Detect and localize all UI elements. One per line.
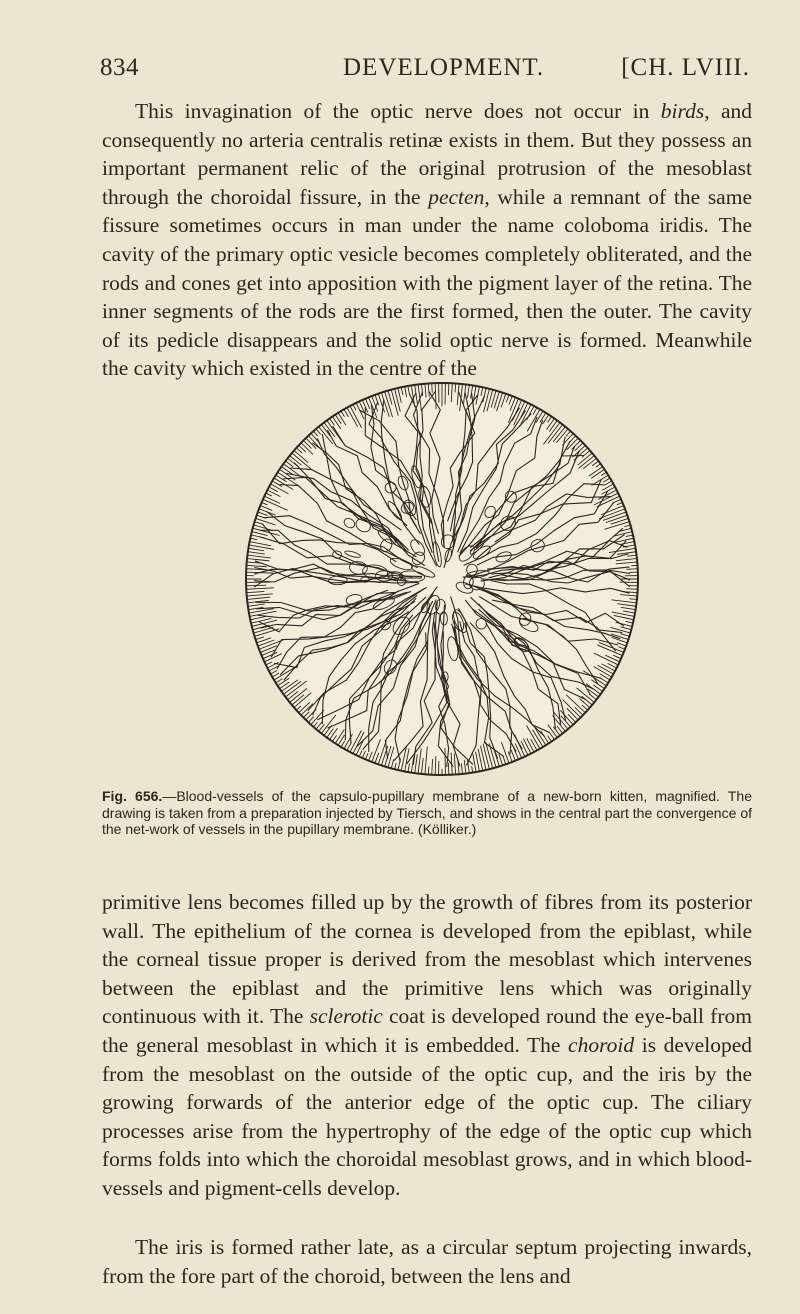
text-run: primitive lens becomes filled up by the growth of fibres from its posterior wall. The epithelium of the cornea is developed from the epiblast, while the corneal tissue proper is derived from the mesoblast which intervenes between the epiblast and the primitive lens which was originally continuous with it. The bbox=[102, 890, 752, 1029]
italic-term-choroid: choroid bbox=[568, 1032, 635, 1057]
text-run: , and consequently no arteria centralis retinæ exists in them. But they possess an important permanent relic of the original protrusion of the mesoblast through the choroidal fissure, in the bbox=[102, 99, 753, 209]
italic-term-sclerotic: sclerotic bbox=[309, 1004, 383, 1029]
running-title: DEVELOPMENT. bbox=[343, 54, 545, 81]
italic-term-birds: birds bbox=[660, 99, 705, 123]
chapter-label: [CH. LVIII. bbox=[621, 54, 750, 81]
rim-hatch bbox=[626, 589, 637, 590]
paragraph-3: The iris is formed rather late, as a circular septum projecting inwards, from the fore part of the choroid, between the lens and bbox=[102, 1235, 752, 1288]
running-header bbox=[100, 54, 750, 90]
figure-illustration bbox=[237, 374, 647, 784]
rim-hatch bbox=[455, 383, 456, 392]
text-run: coat is developed round the eye-ball from the general mesoblast in which it is embedded. The bbox=[102, 1004, 752, 1057]
caption-text: —Blood-vessels of the capsulo-pupillary membrane of a new-born kitten, magnified. The drawing is taken from a preparation injected by Tiersch, and shows in the central part the convergence of the net-work of vessels in the pupillary membrane. (Kölliker.) bbox=[102, 788, 752, 837]
rim-hatch bbox=[626, 569, 637, 570]
italic-term-pecten: pecten bbox=[428, 184, 485, 209]
paragraph-2 bbox=[102, 888, 752, 1203]
text-run: This invagination of the optic nerve does not occur in bbox=[135, 99, 661, 123]
text-run: is developed from the mesoblast on the outside of the optic cup, and the iris by the growing forwards of the anterior edge of the optic cup. The ciliary processes arise from the hypertrophy of the edge of the optic cup which forms folds into which the choroidal mesoblast grows, and in which blood-vessels and pigment-cells develop. bbox=[102, 1032, 752, 1200]
text-run: , while a remnant of the same fissure sometimes occurs in man under the name coloboma iridis. The cavity of the primary optic vesicle becomes completely obliterated, and the rods and cones get into apposition with the pigment layer of the retina. The inner segments of the rods are the first formed, then the outer. The cavity of its pedicle disappears and the solid optic nerve is formed. Meanwhile the cavity which existed in the centre of the bbox=[102, 184, 752, 381]
page-number: 834 bbox=[100, 54, 139, 81]
caption-lead: Fig. 656. bbox=[102, 788, 163, 804]
rim-hatch bbox=[428, 767, 429, 775]
figure-caption bbox=[102, 788, 752, 838]
paragraph-1 bbox=[102, 97, 752, 383]
